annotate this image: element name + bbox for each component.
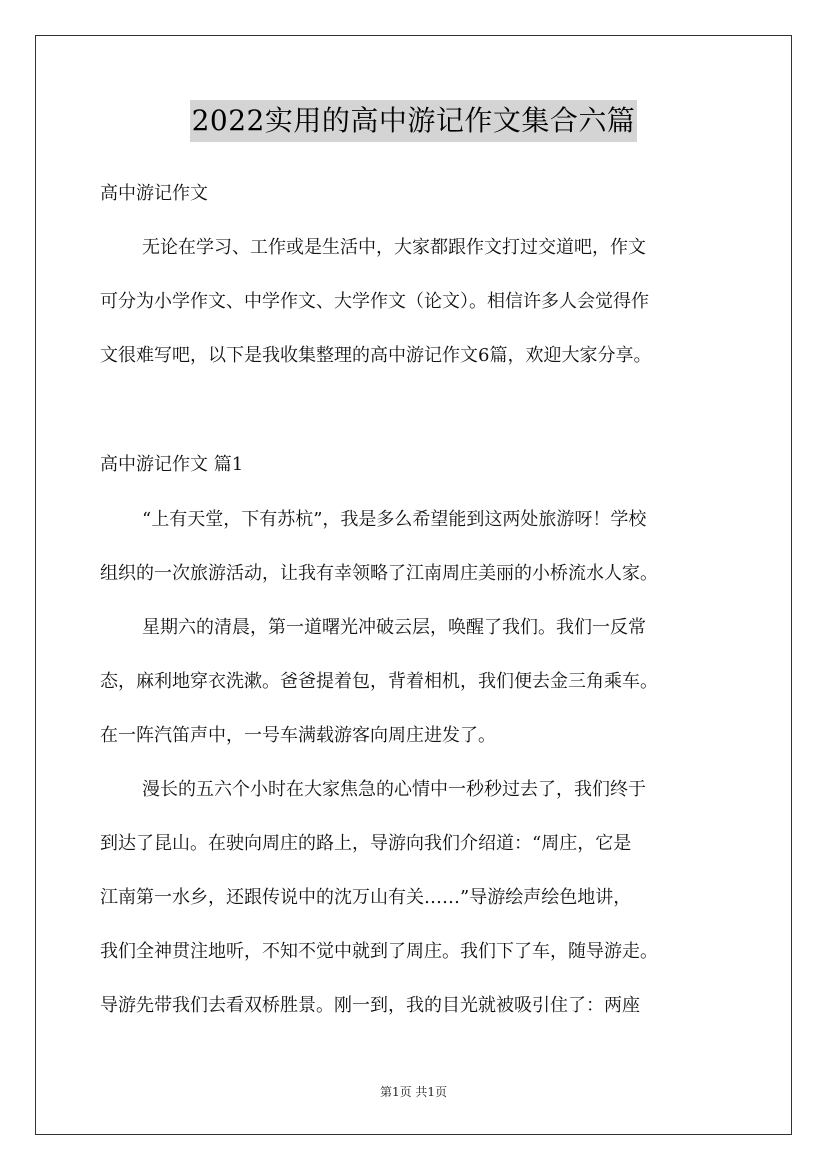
paragraph-line: “上有天堂，下有苏杭”，我是多么希望能到这两处旅游呀！学校 <box>142 509 647 530</box>
intro-line: 无论在学习、工作或是生活中，大家都跟作文打过交道吧，作文 <box>142 237 646 258</box>
paragraph-line: 星期六的清晨，第一道曙光冲破云层，唤醒了我们。我们一反常 <box>142 617 646 638</box>
paragraph-line: 在一阵汽笛声中，一号车满载游客向周庄进发了。 <box>100 725 496 746</box>
paragraph-line: 组织的一次旅游活动，让我有幸领略了江南周庄美丽的小桥流水人家。 <box>100 563 658 584</box>
paragraph-line: 导游先带我们去看双桥胜景。刚一到，我的目光就被吸引住了：两座 <box>100 995 640 1016</box>
paragraph-line: 到达了昆山。在驶向周庄的路上，导游向我们介绍道：“周庄，它是 <box>100 833 632 854</box>
title-wrap <box>0 100 827 142</box>
page-title: 2022实用的高中游记作文集合六篇 <box>190 100 638 142</box>
intro-heading: 高中游记作文 <box>100 183 208 204</box>
intro-line: 可分为小学作文、中学作文、大学作文（论文）。相信许多人会觉得作 <box>100 291 649 312</box>
paragraph-line: 江南第一水乡，还跟传说中的沈万山有关……”导游绘声绘色地讲， <box>100 887 632 908</box>
document-body <box>100 167 730 1033</box>
paragraph-line: 我们全神贯注地听，不知不觉中就到了周庄。我们下了车，随导游走。 <box>100 941 658 962</box>
section-heading: 高中游记作文 篇1 <box>100 454 244 475</box>
paragraph-line: 漫长的五六个小时在大家焦急的心情中一秒秒过去了，我们终于 <box>142 779 646 800</box>
paragraph-line: 态，麻利地穿衣洗漱。爸爸提着包，背着相机，我们便去金三角乘车。 <box>100 671 658 692</box>
page-footer: 第1页 共1页 <box>379 1085 448 1099</box>
section-spacer <box>100 383 730 437</box>
intro-line: 文很难写吧，以下是我收集整理的高中游记作文6篇，欢迎大家分享。 <box>100 345 652 366</box>
